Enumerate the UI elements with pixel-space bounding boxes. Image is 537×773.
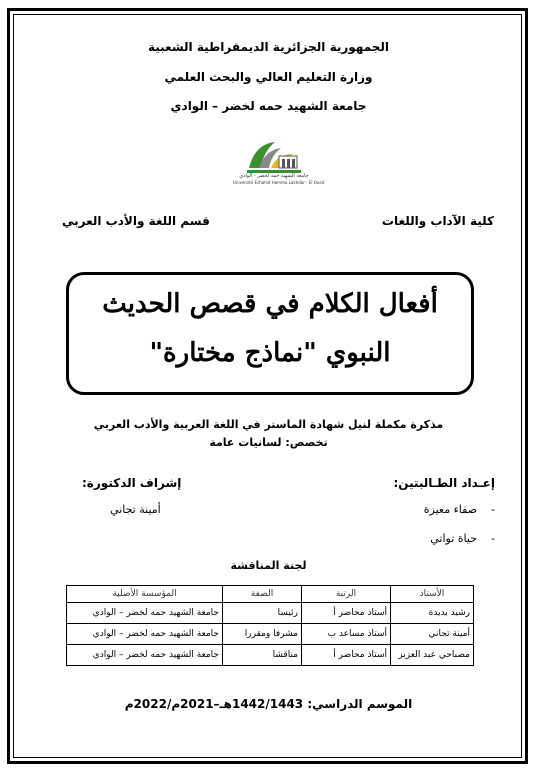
jury-header-cell: الأستاذ xyxy=(391,586,474,603)
table-row xyxy=(67,603,474,624)
thesis-title-line1: أفعال الكلام في قصص الحديث xyxy=(102,289,438,319)
jury-cell: مناقشا xyxy=(223,645,302,666)
jury-cell: أستاذ محاضر أ xyxy=(302,603,391,624)
student-1 xyxy=(424,503,495,516)
jury-header-cell: الصفة xyxy=(223,586,302,603)
thesis-title-line2: النبوي "نماذج مختارة" xyxy=(149,338,391,368)
specialty: تخصص: لسانيات عامة xyxy=(209,436,328,449)
list-dash: - xyxy=(477,532,495,545)
jury-cell: جامعة الشهيد حمه لخضر – الوادي xyxy=(67,624,223,645)
student-name: صفاء معيزة xyxy=(423,503,478,516)
logo-latin-text: Université Echahid Hamma Lakhdar - El Oued xyxy=(233,180,325,185)
table-row xyxy=(67,624,474,645)
jury-table xyxy=(66,585,474,666)
jury-cell: رئيسا xyxy=(223,603,302,624)
jury-cell: جامعة الشهيد حمه لخضر – الوادي xyxy=(67,645,223,666)
jury-header-row xyxy=(67,586,474,603)
republic-header: الجمهورية الجزائرية الديمقراطية الشعبية xyxy=(147,40,390,54)
list-dash: - xyxy=(477,503,495,516)
jury-cell: أستاذ محاضر أ xyxy=(302,645,391,666)
jury-cell: جامعة الشهيد حمه لخضر – الوادي xyxy=(67,603,223,624)
students-label: إعـداد الطـالبتين: xyxy=(393,476,495,490)
logo-arabic-text: جامعة الشهيد حمه لخضر - الوادي xyxy=(239,173,309,179)
ministry-header: وزارة التعليم العالي والبحث العلمي xyxy=(164,70,373,84)
university-header: جامعة الشهيد حمه لخضر – الوادي xyxy=(170,99,367,113)
jury-header-cell: الرتبة xyxy=(302,586,391,603)
academic-season: الموسم الدراسي: 1442/1443هـ–2021م/2022م xyxy=(124,697,413,711)
jury-cell: أستاذ مساعد ب xyxy=(302,624,391,645)
jury-title: لجنة المناقشة xyxy=(230,559,307,572)
jury-cell: مصباحي عبد العزيز xyxy=(391,645,474,666)
jury-header-cell: المؤسسة الأصلية xyxy=(67,586,223,603)
university-logo xyxy=(233,138,325,188)
jury-cell: مشرفا ومقررا xyxy=(223,624,302,645)
table-row xyxy=(67,645,474,666)
department-name: قسم اللغة والأدب العربي xyxy=(62,214,210,228)
supervisor-label: إشراف الدكتورة: xyxy=(82,476,182,490)
student-2 xyxy=(430,532,495,545)
student-name: حياة تواتي xyxy=(430,532,478,545)
supervisor-name: أمينة تجاني xyxy=(110,503,161,516)
thesis-note: مذكرة مكملة لنيل شهادة الماستر في اللغة العربية والأدب العربي xyxy=(93,418,444,431)
jury-cell: رشيد بديدة xyxy=(391,603,474,624)
jury-cell: أمينة تجاني xyxy=(391,624,474,645)
faculty-name: كلية الآداب واللغات xyxy=(381,214,494,228)
